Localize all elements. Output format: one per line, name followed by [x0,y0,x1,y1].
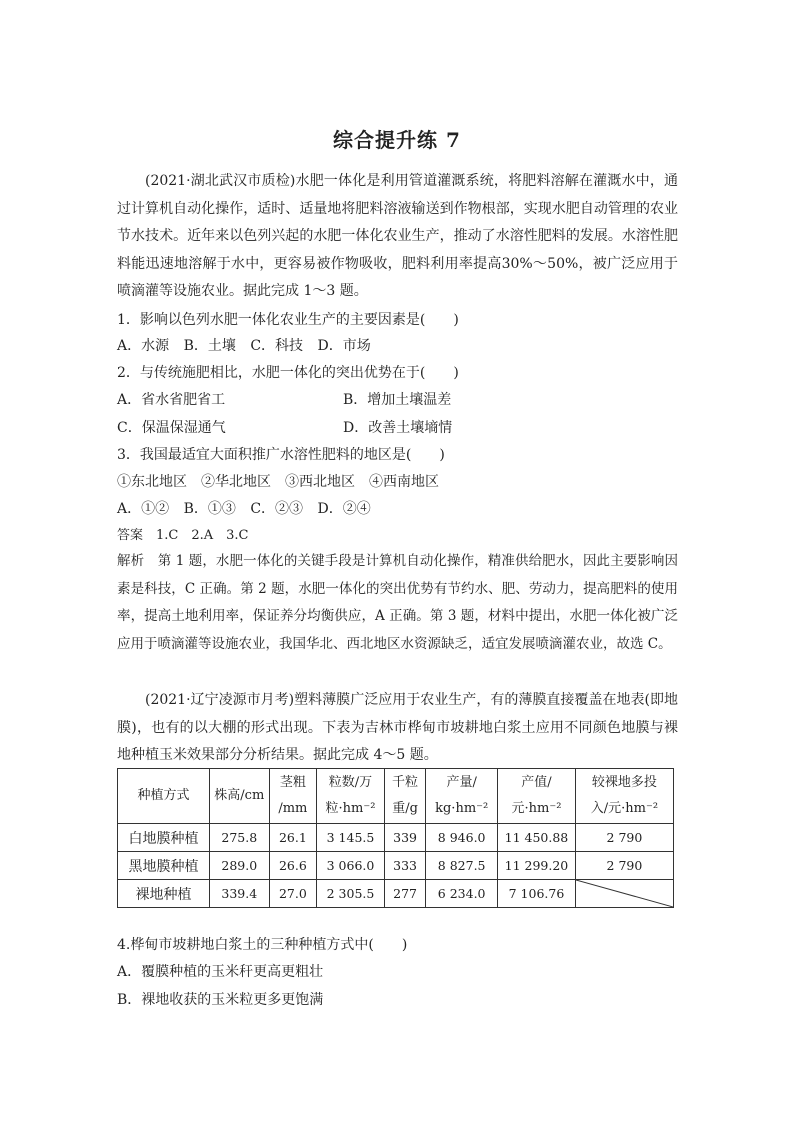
q2-option-b: B．增加土壤温差 [343,392,452,408]
q1-option-b: B．土壤 [183,338,236,354]
passage-1: (2021·湖北武汉市质检)水肥一体化是利用管道灌溉系统，将肥料溶解在灌溉水中，通过计算机自动化操作，适时、适量地将肥料溶液输送到作物根部，实现水肥自动管理的农业节水技术。近年来以色列兴起的水肥一体化农业生产，推动了水溶性肥料的发展。水溶性肥料能迅速地溶解于水中，更容易被作物吸收，肥料利用率提高30%～50%，被广泛应用于喷滴灌等设施农业。据此完成 1～3 题。 [117,173,678,299]
header-yield: 产量/ kg·hm⁻² [426,769,498,824]
header-output-value: 产值/ 元·hm⁻² [498,769,576,824]
cell-weight: 277 [384,880,425,908]
cell-method: 黑地膜种植 [118,852,210,880]
question-2-stem: 2．与传统施肥相比，水肥一体化的突出优势在于( ) [117,365,459,381]
header-extra-investment: 较裸地多投 入/元·hm⁻² [575,769,673,824]
q2-option-d: D．改善土壤墒情 [343,420,453,436]
header-plant-height: 株高/cm [209,769,269,824]
cell-investment: 2 790 [575,852,673,880]
cell-stem: 27.0 [269,880,317,908]
question-3-stem: 3．我国最适宜大面积推广水溶性肥料的地区是( ) [117,447,445,463]
cell-stem: 26.1 [269,824,317,852]
cell-value: 7 106.76 [498,880,576,908]
table-row [118,824,674,852]
question-2-options-row1 [117,390,677,410]
cell-weight: 333 [384,852,425,880]
header-grain-count: 粒数/万 粒·hm⁻² [317,769,385,824]
header-thousand-grain-weight: 千粒 重/g [384,769,425,824]
cell-weight: 339 [384,824,425,852]
answer-line: 答案 1.C 2.A 3.C [117,528,249,543]
planting-results-table [117,768,674,908]
cell-stem: 26.6 [269,852,317,880]
q3-option-b: B．①③ [183,501,236,517]
diagonal-slash-icon [576,880,673,907]
q3-option-c: C．②③ [250,501,304,517]
q2-option-c: C．保温保湿通气 [117,420,226,436]
question-3-options [117,499,381,519]
cell-grains: 3 145.5 [317,824,385,852]
q1-option-a: A．水源 [117,338,170,354]
cell-grains: 2 305.5 [317,880,385,908]
cell-height: 275.8 [209,824,269,852]
question-1-stem: 1．影响以色列水肥一体化农业生产的主要因素是( ) [117,312,459,328]
page-title: 综合提升练 7 [333,128,461,152]
question-1-options [117,336,381,356]
question-3-regions: ①东北地区 ②华北地区 ③西北地区 ④西南地区 [117,474,439,490]
question-4-stem: 4.桦甸市坡耕地白浆土的三种种植方式中( ) [117,937,408,953]
table-header-row [118,769,674,824]
q4-option-a: A．覆膜种植的玉米秆更高更粗壮 [117,964,324,980]
header-stem-diameter: 茎粗 /mm [269,769,317,824]
cell-method: 裸地种植 [118,880,210,908]
q4-option-b: B．裸地收获的玉米粒更多更饱满 [117,992,324,1008]
cell-yield: 6 234.0 [426,880,498,908]
question-2-options-row2 [117,418,677,438]
analysis-text: 解析 第 1 题，水肥一体化的关键手段是计算机自动化操作，精准供给肥水，因此主要影响因素是科技，C 正确。第 2 题，水肥一体化的突出优势有节约水、肥、劳动力，提高肥料的使用率，提高土地利用率，保证养分均衡供应，A 正确。第 3 题，材料中提出，水肥一体化被广泛应用于喷滴灌等设施农业，我国华北、西北地区水资源缺乏，适宜发展喷滴灌农业，故选 C。 [117,553,678,652]
q3-option-d: D．②④ [317,501,371,517]
cell-investment-empty [575,880,673,908]
cell-value: 11 450.88 [498,824,576,852]
q1-option-c: C．科技 [250,338,304,354]
cell-height: 339.4 [209,880,269,908]
cell-investment: 2 790 [575,824,673,852]
cell-height: 289.0 [209,852,269,880]
cell-method: 白地膜种植 [118,824,210,852]
passage-2: (2021·辽宁凌源市月考)塑料薄膜广泛应用于农业生产，有的薄膜直接覆盖在地表(即地膜)，也有的以大棚的形式出现。下表为吉林市桦甸市坡耕地白浆土应用不同颜色地膜与裸地种植玉米效果部分分析结果。据此完成 4～5 题。 [117,692,678,763]
cell-yield: 8 827.5 [426,852,498,880]
header-planting-method: 种植方式 [118,769,210,824]
table-row [118,880,674,908]
q1-option-d: D．市场 [317,338,371,354]
cell-yield: 8 946.0 [426,824,498,852]
q2-option-a: A．省水省肥省工 [117,392,226,408]
q3-option-a: A．①② [117,501,170,517]
cell-value: 11 299.20 [498,852,576,880]
table-row [118,852,674,880]
cell-grains: 3 066.0 [317,852,385,880]
